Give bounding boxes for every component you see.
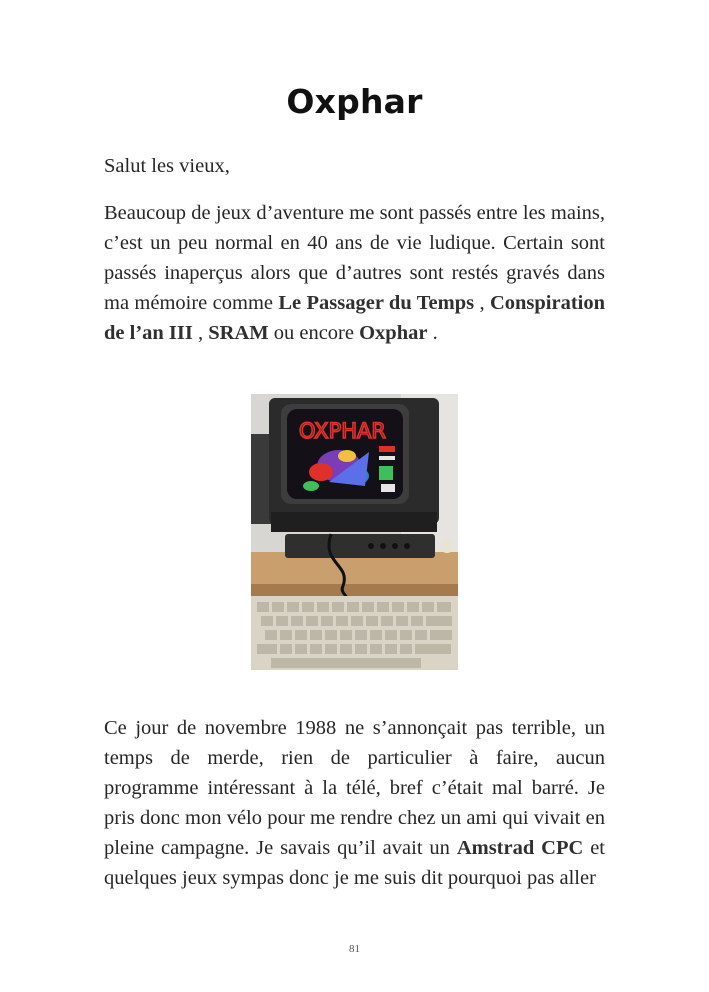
separator: ou encore [268,322,360,344]
amstrad-cpc-photo [251,394,458,670]
story-paragraph [104,713,605,893]
computer-name: Amstrad CPC [456,837,584,859]
separator: , [192,322,209,344]
page-number: 81 [349,943,360,955]
game-title-conspiration: Conspiration de l’an III [104,292,606,344]
game-title-oxphar: Oxphar [359,322,428,344]
intro-paragraph [104,198,605,348]
game-title-passager: Le Passager du Temps [278,292,475,314]
page-title: Oxphar [286,82,423,121]
story-text: Ce jour de novembre 1988 ne s’annonçait pas terrible, un temps de merde, rien de particulier à faire, aucun programme intéressant à la télé, bref c’était mal barré. Je pris donc mon vélo pour me rendre chez un ami qui vivait en pleine campagne. Je savais qu’il avait un [104,717,605,859]
greeting-paragraph: Salut les vieux, [104,155,230,177]
separator: , [474,292,490,314]
game-title-sram: SRAM [208,322,269,344]
intro-text: Beaucoup de jeux d’aventure me sont passés entre les mains, c’est un peu normal en 40 ans de vie ludique. Certain sont passés inaperçus alors que d’autres sont restés gravés dans ma mémoire comme [104,202,605,314]
sentence-end: . [427,322,438,344]
oxphar-logo-text: OXPHAR [299,419,386,443]
story-text-continued: et quelques jeux sympas donc je me suis dit pourquoi pas aller [104,837,605,889]
